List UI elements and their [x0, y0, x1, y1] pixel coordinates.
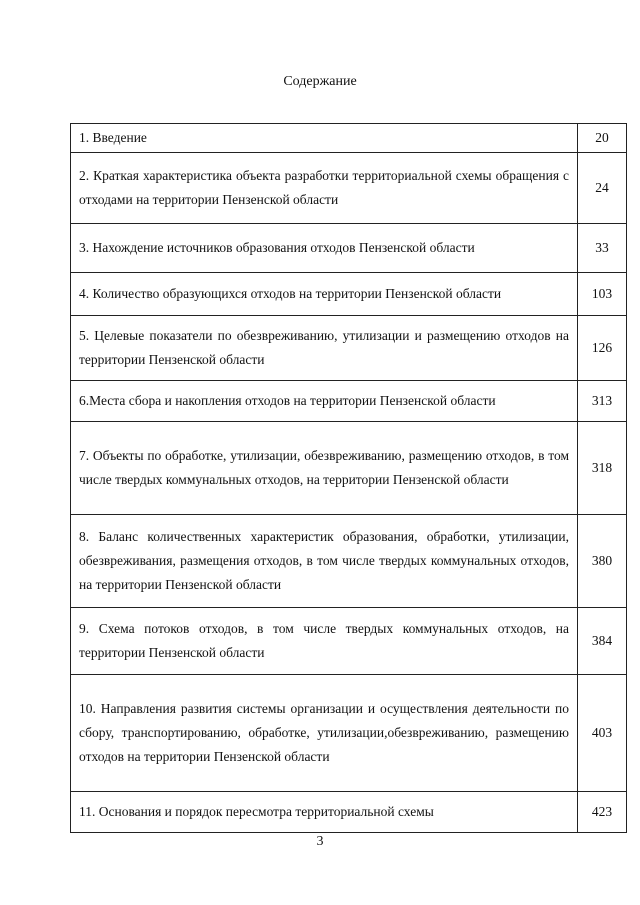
toc-row: [71, 224, 627, 273]
toc-entry-page: 20: [578, 124, 627, 153]
toc-entry-title: 7. Объекты по обработке, утилизации, обезвреживанию, размещению отходов, в том числе твердых коммунальных отходов, на территории Пензенской области: [71, 422, 578, 515]
toc-row: [71, 608, 627, 675]
toc-entry-title: 11. Основания и порядок пересмотра территориальной схемы: [71, 792, 578, 833]
toc-entry-page: 423: [578, 792, 627, 833]
toc-entry-title: 2. Краткая характеристика объекта разработки территориальной схемы обращения с отходами на территории Пензенской области: [71, 153, 578, 224]
toc-entry-page: 380: [578, 515, 627, 608]
toc-entry-title: 3. Нахождение источников образования отходов Пензенской области: [71, 224, 578, 273]
toc-row: [71, 273, 627, 316]
toc-entry-title: 9. Схема потоков отходов, в том числе твердых коммунальных отходов, на территории Пензенской области: [71, 608, 578, 675]
toc-entry-page: 24: [578, 153, 627, 224]
toc-row: [71, 316, 627, 381]
toc-row: [71, 515, 627, 608]
toc-entry-title: 4. Количество образующихся отходов на территории Пензенской области: [71, 273, 578, 316]
toc-row: [71, 153, 627, 224]
toc-row: [71, 422, 627, 515]
toc-row: [71, 381, 627, 422]
page-title: Содержание: [283, 74, 357, 89]
table-of-contents: [70, 123, 627, 833]
toc-entry-page: 126: [578, 316, 627, 381]
toc-entry-page: 103: [578, 273, 627, 316]
toc-row: [71, 675, 627, 792]
toc-entry-title: 1. Введение: [71, 124, 578, 153]
toc-row: [71, 124, 627, 153]
toc-entry-page: 313: [578, 381, 627, 422]
toc-entry-title: 10. Направления развития системы организации и осуществления деятельности по сбору, транспортированию, обработке, утилизации,обезвреживанию, размещению отходов на территории Пензенской области: [71, 675, 578, 792]
toc-entry-page: 318: [578, 422, 627, 515]
toc-entry-page: 403: [578, 675, 627, 792]
page-number: 3: [316, 834, 324, 849]
toc-entry-title: 6.Места сбора и накопления отходов на территории Пензенской области: [71, 381, 578, 422]
toc-entry-page: 33: [578, 224, 627, 273]
toc-entry-title: 8. Баланс количественных характеристик образования, обработки, утилизации, обезвреживания, размещения отходов, в том числе твердых коммунальных отходов, на территории Пензенской области: [71, 515, 578, 608]
toc-row: [71, 792, 627, 833]
toc-entry-page: 384: [578, 608, 627, 675]
toc-entry-title: 5. Целевые показатели по обезвреживанию, утилизации и размещению отходов на территории Пензенской области: [71, 316, 578, 381]
